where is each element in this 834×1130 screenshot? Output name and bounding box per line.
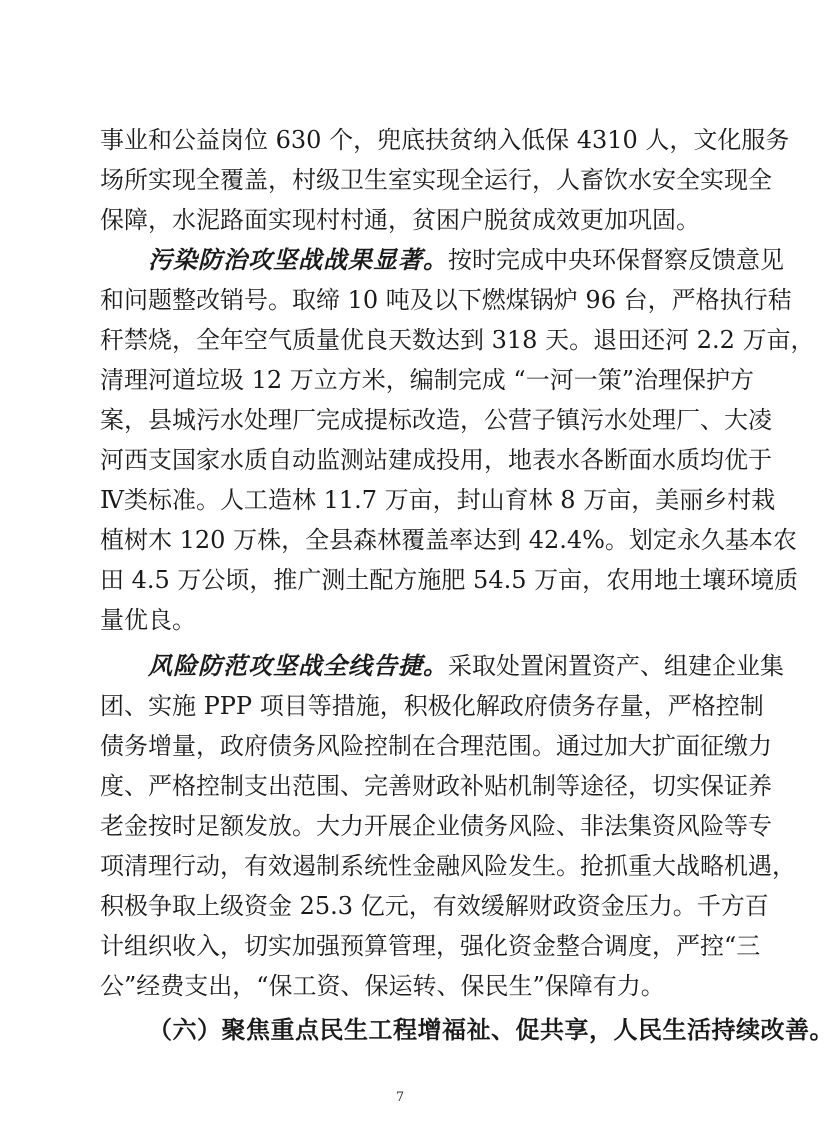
- paragraph-first-line: [148, 644, 784, 688]
- paragraph-line: 田 4.5 万公顷，推广测土配方施肥 54.5 万亩，农用地土壤环境质: [100, 566, 799, 594]
- paragraph-line: 河西支国家水质自动监测站建成投用，地表水各断面水质均优于: [100, 446, 772, 474]
- paragraph-line: 量优良。: [100, 606, 196, 634]
- paragraph-line: 秆禁烧，全年空气质量优良天数达到 318 天。退田还河 2.2 万亩，: [100, 326, 815, 354]
- paragraph-line: 事业和公益岗位 630 个，兜底扶贫纳入低保 4310 人，文化服务: [100, 126, 790, 154]
- paragraph-text: 按时完成中央环保督察反馈意见: [448, 246, 784, 274]
- paragraph-line: 植树木 120 万株，全县森林覆盖率达到 42.4%。划定永久基本农: [100, 526, 797, 554]
- paragraph-line: 项清理行动，有效遏制系统性金融风险发生。抢抓重大战略机遇，: [100, 852, 796, 880]
- paragraph-line: 保障，水泥路面实现村村通，贫困户脱贫成效更加巩固。: [100, 206, 700, 234]
- paragraph-line: 团、实施 PPP 项目等措施，积极化解政府债务存量，严格控制: [100, 692, 764, 720]
- paragraph-line: 场所实现全覆盖，村级卫生室实现全运行，人畜饮水安全实现全: [100, 166, 772, 194]
- section-heading: （六）聚焦重点民生工程增福祉、促共享，人民生活持续改善。: [148, 1016, 834, 1044]
- paragraph-line: 度、严格控制支出范围、完善财政补贴机制等途径，切实保证养: [100, 772, 772, 800]
- paragraph-line: 计组织收入，切实加强预算管理，强化资金整合调度，严控“三: [100, 932, 761, 960]
- page-number: 7: [395, 1090, 405, 1105]
- paragraph-line: 积极争取上级资金 25.3 亿元，有效缓解财政资金压力。千方百: [100, 892, 769, 920]
- paragraph-line: 案，县城污水处理厂完成提标改造，公营子镇污水处理厂、大凌: [100, 406, 772, 434]
- paragraph-line: 清理河道垃圾 12 万立方米，编制完成 “一河一策”治理保护方: [100, 366, 754, 394]
- paragraph-line: 债务增量，政府债务风险控制在合理范围。通过加大扩面征缴力: [100, 732, 772, 760]
- paragraph-line: Ⅳ类标准。人工造林 11.7 万亩，封山育林 8 万亩，美丽乡村栽: [100, 486, 776, 514]
- paragraph-line: 公”经费支出，“保工资、保运转、保民生”保障有力。: [100, 972, 665, 1000]
- paragraph-line: 和问题整改销号。取缔 10 吨及以下燃煤锅炉 96 台，严格执行秸: [100, 286, 792, 314]
- paragraph-heading: 风险防范攻坚战全线告捷。: [148, 652, 448, 680]
- paragraph-line: 老金按时足额发放。大力开展企业债务风险、非法集资风险等专: [100, 812, 772, 840]
- paragraph-heading: 污染防治攻坚战战果显著。: [148, 246, 448, 274]
- paragraph-text: 采取处置闲置资产、组建企业集: [448, 652, 784, 680]
- paragraph-first-line: [148, 238, 784, 282]
